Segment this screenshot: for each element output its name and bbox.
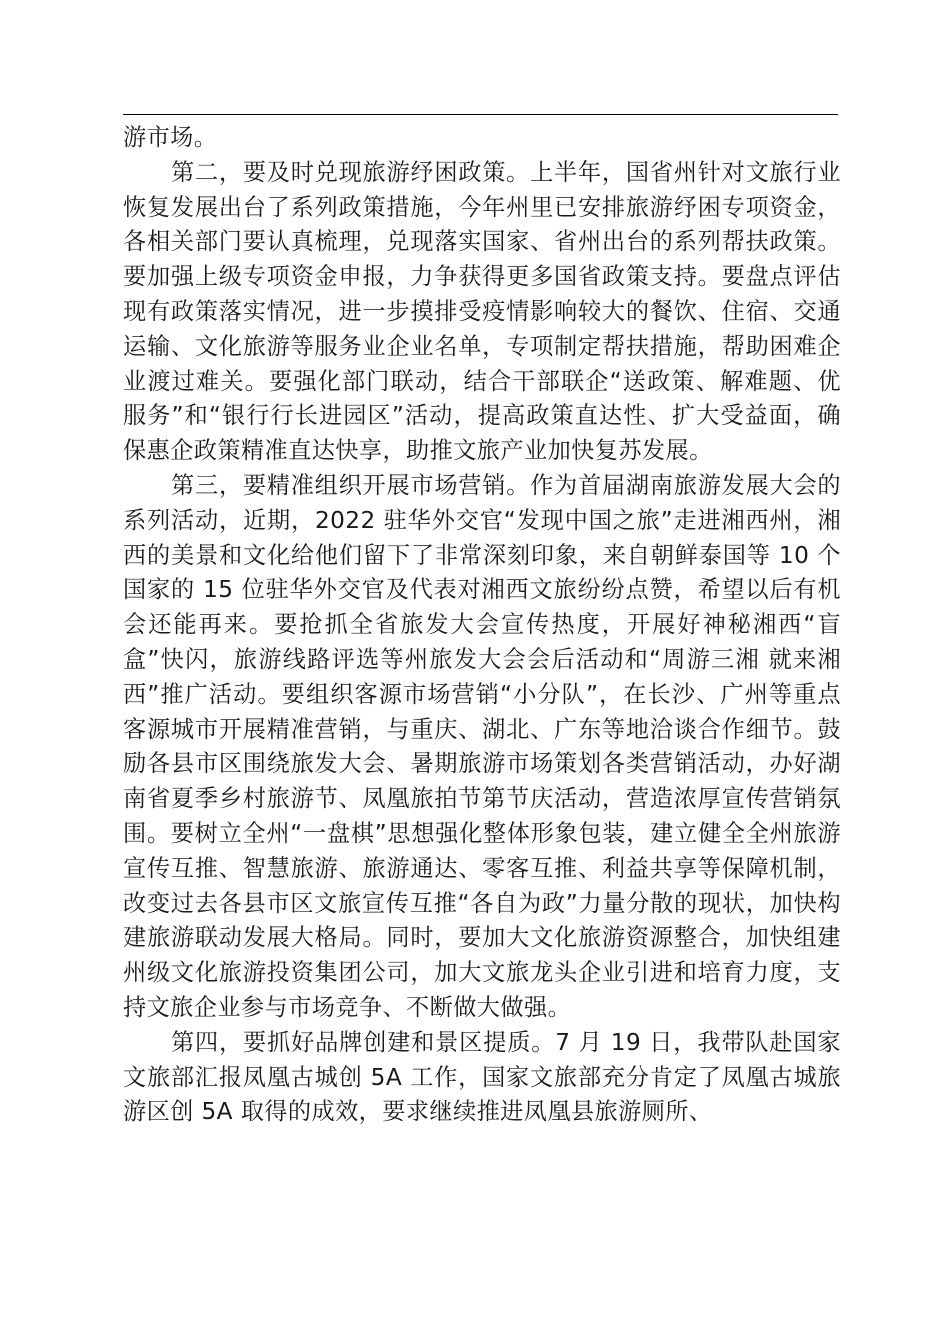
paragraph-third-point: 第三，要精准组织开展市场营销。作为首届湖南旅游发展大会的系列活动，近期，2022 驻华外交官“发现中国之旅”走进湘西州，湘西的美景和文化给他们留下了非常深刻印象，来自朝鲜泰国等 10 个国家的 15 位驻华外交官及代表对湘西文旅纷纷点赞，希望以后有机会还能再来。要抢抓全省旅发大会宣传热度，开展好神秘湘西“盲盒”快闪，旅游线路评选等州旅发大会会后活动和“周游三湘 就来湘西”推广活动。要组织客源市场营销“小分队”，在长沙、广州等重点客源城市开展精准营销，与重庆、湖北、广东等地洽谈合作细节。鼓励各县市区围绕旅发大会、暑期旅游市场策划各类营销活动，办好湖南省夏季乡村旅游节、凤凰旅拍节第节庆活动，营造浓厚宣传营销氛围。要树立全州“一盘棋”思想强化整体形象包装，建立健全全州旅游宣传互推、智慧旅游、旅游通达、零客互推、利益共享等保障机制，改变过去各县市区文旅宣传互推“各自为政”力量分散的现状，加快构建旅游联动发展大格局。同时，要加大文化旅游资源整合，加快组建州级文化旅游投资集团公司，加大文旅龙头企业引进和培育力度，支持文旅企业参与市场竞争、不断做大做强。 bbox=[123, 471, 841, 1021]
paragraph-continuation: 游市场。 bbox=[123, 124, 218, 151]
header-rule bbox=[123, 114, 838, 115]
paragraph-fourth-point: 第四，要抓好品牌创建和景区提质。7 月 19 日，我带队赴国家文旅部汇报凤凰古城创 5A 工作，国家文旅部充分肯定了凤凰古城旅游区创 5A 取得的成效，要求继续推进凤凰县旅游厕所、 bbox=[123, 1028, 841, 1126]
paragraph-second-point: 第二，要及时兑现旅游纾困政策。上半年，国省州针对文旅行业恢复发展出台了系列政策措施，今年州里已安排旅游纾困专项资金，各相关部门要认真梳理，兑现落实国家、省州出台的系列帮扶政策。要加强上级专项资金申报，力争获得更多国省政策支持。要盘点评估现有政策落实情况，进一步摸排受疫情影响较大的餐饮、住宿、交通运输、文化旅游等服务业企业名单，专项制定帮扶措施，帮助困难企业渡过难关。要强化部门联动，结合干部联企“送政策、解难题、优服务”和“银行行长进园区”活动，提高政策直达性、扩大受益面，确保惠企政策精准直达快享，助推文旅产业加快复苏发展。 bbox=[123, 158, 841, 465]
document-body bbox=[123, 121, 841, 1130]
